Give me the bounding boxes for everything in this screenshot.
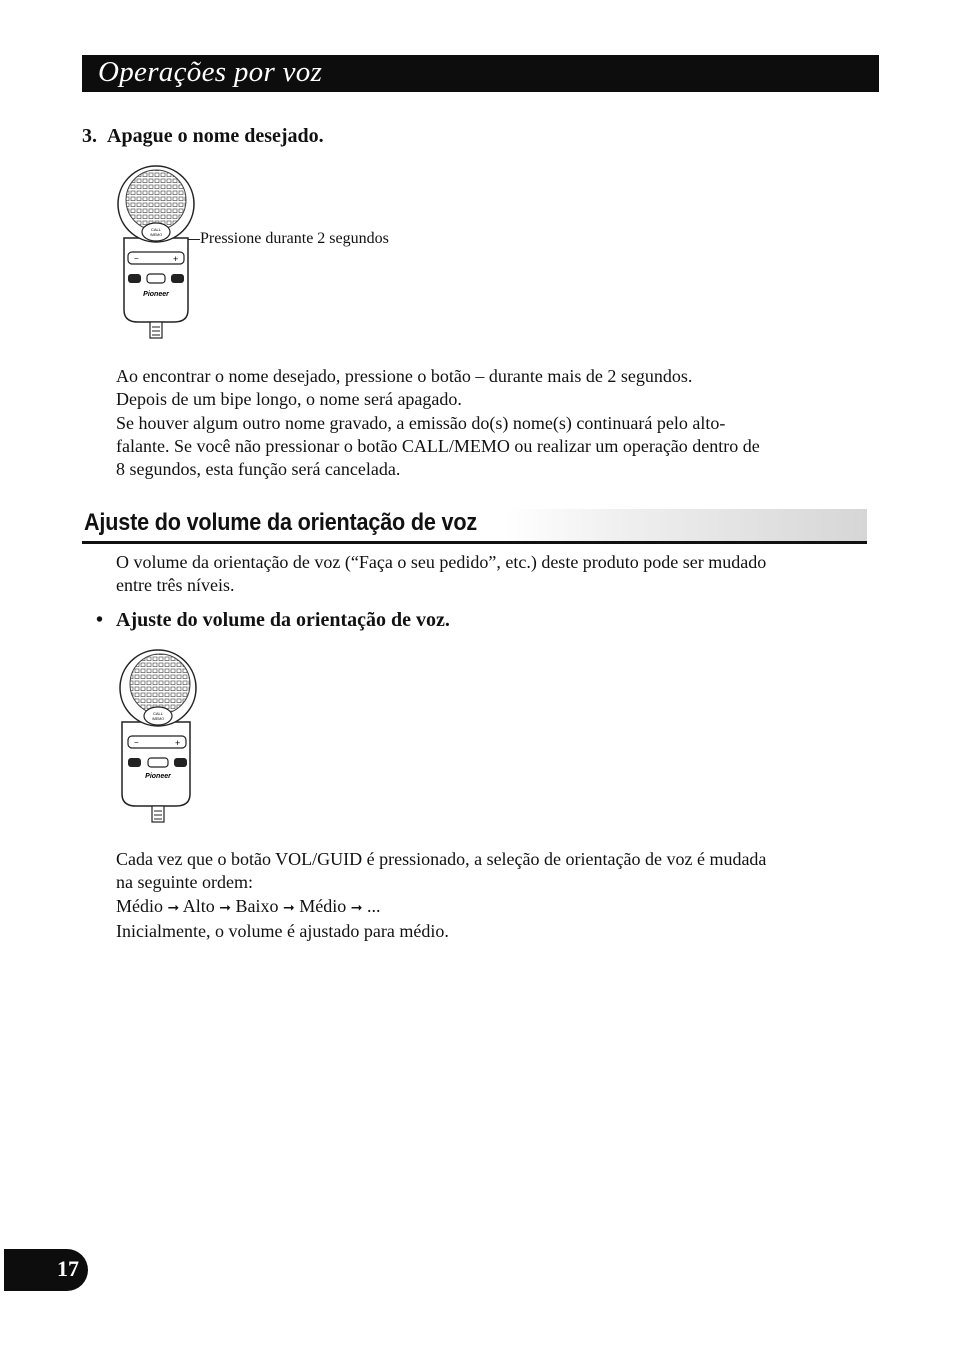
callout-label: Pressione durante 2 segundos [200, 230, 389, 247]
page-number-tab [4, 1249, 88, 1291]
arrow-right-icon: ➞ [167, 899, 180, 916]
text-line: 8 segundos, esta função será cancelada. [116, 459, 401, 480]
text-line: O volume da orientação de voz (“Faça o seu pedido”, etc.) deste produto pode ser mudado [116, 552, 767, 572]
header-title: Operações por voz [98, 56, 323, 88]
text-line: na seguinte ordem: [116, 872, 253, 893]
section-body [116, 848, 856, 943]
voice-controller-illustration [116, 644, 204, 824]
bullet-icon: • [96, 609, 104, 631]
text-line: Inicialmente, o volume é ajustado para médio. [116, 920, 449, 941]
arrow-right-icon: ➞ [219, 899, 231, 916]
svg-text:CALL: CALL [152, 711, 164, 716]
brand-logo: Pioneer [145, 773, 171, 780]
call-memo-button [144, 707, 172, 725]
svg-text:/MEMO: /MEMO [152, 717, 164, 721]
bullet-heading-text: Ajuste do volume da orientação de voz. [116, 609, 450, 631]
text-line: entre três níveis. [116, 575, 235, 596]
sequence-step: Alto [182, 895, 215, 916]
section-header-bar [82, 55, 879, 92]
sequence-step: ... [366, 895, 381, 916]
section-intro [116, 551, 856, 598]
step-3-description [116, 365, 856, 481]
voice-controller-illustration [112, 160, 200, 340]
sequence-step: Baixo [235, 895, 279, 916]
page-number: 17 [57, 1256, 79, 1281]
call-memo-button [142, 223, 170, 241]
callout-leader-line [188, 239, 200, 240]
sequence-step: Médio [116, 895, 163, 916]
text-line: Cada vez que o botão VOL/GUID é pressionado, a seleção de orientação de voz é mudada [116, 849, 767, 869]
text-line: Ao encontrar o nome desejado, pressione o botão – durante mais de 2 segundos. [116, 366, 693, 386]
volume-sequence [116, 895, 856, 920]
svg-text:CALL: CALL [150, 227, 162, 232]
svg-text:/MEMO: /MEMO [150, 233, 162, 237]
arrow-right-icon: ➞ [283, 899, 295, 916]
bullet-heading [96, 609, 450, 632]
brand-logo: Pioneer [143, 291, 169, 298]
text-line: Depois de um bipe longo, o nome será apagado. [116, 389, 462, 410]
text-line: Se houver algum outro nome gravado, a emissão do(s) nome(s) continuará pelo alto- [116, 412, 726, 433]
svg-text:−: − [134, 738, 139, 747]
svg-text:+: + [173, 254, 179, 264]
arrow-right-icon: ➞ [350, 899, 363, 916]
sequence-step: Médio [299, 895, 347, 916]
section-title: Ajuste do volume da orientação de voz [84, 509, 478, 536]
section-heading [82, 509, 867, 544]
step-3-heading: 3. Apague o nome desejado. [82, 125, 324, 147]
svg-text:+: + [175, 738, 181, 748]
text-line: falante. Se você não pressionar o botão CALL/MEMO ou realizar um operação dentro de [116, 435, 760, 456]
svg-text:−: − [134, 254, 139, 263]
